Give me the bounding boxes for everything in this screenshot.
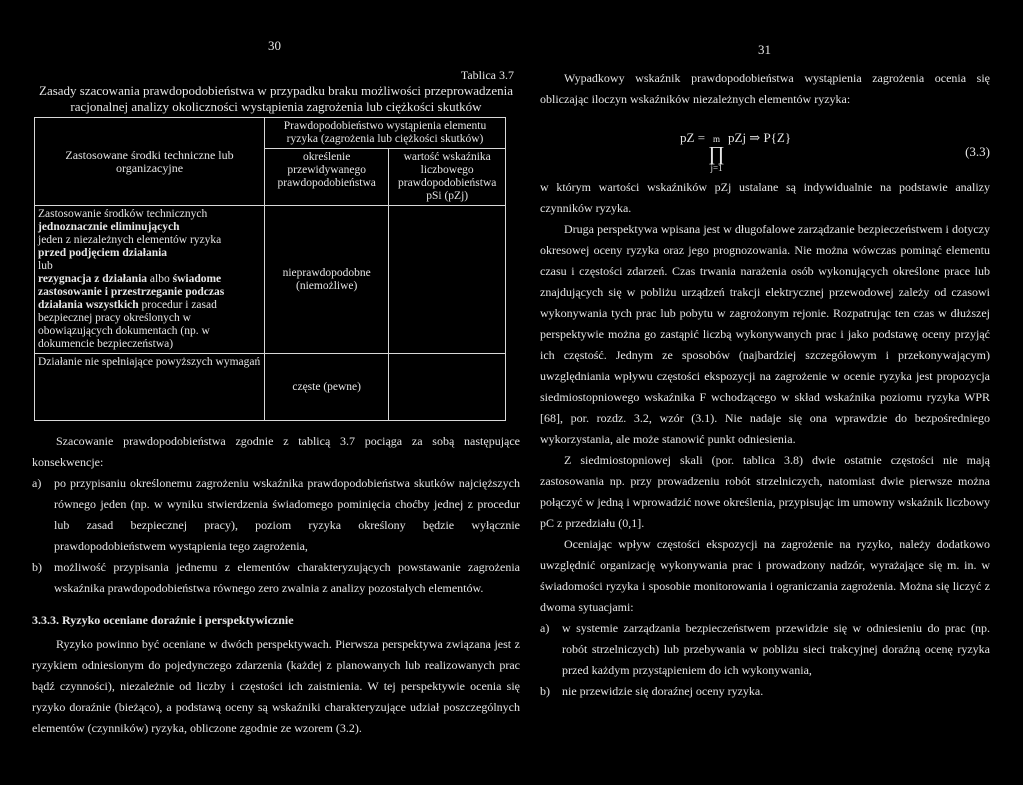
- formula-top: m: [713, 134, 721, 144]
- right-list-marker: a): [540, 621, 550, 635]
- table-header-value: [389, 149, 506, 206]
- page-number-left: 30: [268, 38, 281, 53]
- row1-or: lub: [38, 260, 53, 272]
- left-column: [32, 68, 520, 739]
- right-list-text: nie przewidzie się doraźnej oceny ryzyka.: [562, 684, 764, 698]
- right-list-text: w systemie zarządzania bezpieczeństwem przewidzie się w odniesieniu do prac (np. robót strzelniczych) lub przebywania w pobliżu sieci trakcyjnej doraźną ocenę ryzyka przed każdym przystąpieniem do ich wykonywania,: [562, 621, 990, 677]
- table-row-2-probability: częste (pewne): [265, 354, 389, 421]
- probability-table: [34, 117, 506, 421]
- right-paragraph-1: Druga perspektywa wpisana jest w długofalowe zarządzanie bezpieczeństwem i dotyczy okresowej oceny ryzyka oraz jego prognozowania. Nie można wówczas pominąć elementu czasu i częstości zdarzeń. Czas trwania narażenia osób wykonujących określone prace lub znajdujących się w pobliżu urządzeń trakcji elektrycznej przewodowej zależy od czasowi wykonywania tych prac lub pobytu w zagrożonym rejonie. Rozpatrując ten czas w dłuższej perspektywie można go zastąpić liczbą wykonywanych prac i jako podstawę oceny przyjąć ich częstość. Jednym ze sposobów (najbardziej szczegółowym i przekonywającym) uwzględniania wpływu częstości ekspozycji na zagrożenie w ocenie ryzyka jest propozycja siedmiostopniowego wskaźnika F wchodzącego w skład wskaźnika poziomu ryzyka WPR [68], por. rozdz. 3.2, wzór (3.1). Nie nadaje się ona wprawdzie do bezpośredniego wykorzystania, ale może stanowić punkt odniesienia.: [540, 222, 990, 446]
- left-list-item-b: [32, 557, 520, 599]
- right-paragraph-3: Oceniając wpływ częstości ekspozycji na zagrożenie na ryzyko, należy dodatkowo uwzględnić organizację wykonywania prac i prowadzony nadzór, wyrażające się m. in. w świadomości ryzyka i sposobie monitorowania i ograniczania zagrożenia. Można się liczyć z dwoma sytuacjami:: [540, 537, 990, 614]
- row1-line2: jeden z niezależnych elementów ryzyka: [38, 234, 222, 246]
- table-number: Tablica 3.7: [460, 68, 514, 82]
- table-caption: Zasady szacowania prawdopodobieństwa w przypadku braku możliwości przeprowadzenia racjonalnej analizy okoliczności wystąpienia zagrożenia lub ciężkości skutków: [39, 83, 513, 114]
- row1-line4: procedur i zasad bezpiecznej pracy określonych w obowiązujących dokumentach (np. w dokumencie bezpieczeństwa): [38, 299, 217, 350]
- row1-line3: albo: [149, 273, 170, 285]
- formula-expression: [680, 130, 791, 173]
- section-title: 3.3.3. Ryzyko oceniane doraźnie i perspektywicznie: [32, 613, 294, 627]
- table-header-description: określenie przewidywanego prawdopodobieństwa: [265, 149, 389, 206]
- formula-rhs: pZj ⇒ P{Z}: [728, 130, 792, 145]
- table-header-measures: Zastosowane środki techniczne lub organizacyjne: [35, 118, 265, 206]
- left-list-marker: a): [32, 476, 42, 490]
- table-row-2-measure: Działanie nie spełniające powyższych wymagań: [35, 354, 265, 421]
- formula-bottom: j=1: [710, 163, 723, 173]
- row1-bold1: jednoznacznie eliminujących: [38, 221, 180, 233]
- row1-bold4: świadome zastosowanie i przestrzeganie podczas działania wszystkich: [38, 273, 225, 311]
- table-row-1-probability: nieprawdopodobne (niemożliwe): [265, 206, 389, 354]
- product-symbol: m ∏ j=1: [708, 134, 725, 173]
- right-paragraph-2: Z siedmiostopniowej skali (por. tablica 3.8) dwie ostatnie częstości nie mają zastosowania np. przy prowadzeniu robót strzelniczych, natomiast dwie pierwsze można połączyć w jedną i wprowadzić nowe określenia, przypisując im umowny wskaźnik liczbowy pC z przedziału (0,1].: [540, 453, 990, 530]
- right-column: [540, 68, 990, 702]
- formula-3-3: [540, 130, 990, 173]
- right-intro-paragraph: Wypadkowy wskaźnik prawdopodobieństwa wystąpienia zagrożenia ocenia się obliczając iloczyn wskaźników niezależnych elementów ryzyka:: [540, 71, 990, 106]
- row1-bold3: rezygnacja z działania: [38, 273, 148, 285]
- table-row-1-value: [389, 206, 506, 354]
- section-paragraph: Ryzyko powinno być oceniane w dwóch perspektywach. Pierwsza perspektywa związana jest z ryzykiem odniesionym do pojedynczego zdarzenia (każdej z planowanych lub realizowanych prac bądź czynności), niezależnie od liczby i częstości ich zaistnienia. W tej perspektywie ocenia się ryzyko doraźnie (bieżąco), a podstawą oceny są wskaźniki charakteryzujące udział poszczególnych elementów (czynników) ryzyka, obliczone zgodnie ze wzorem (3.2).: [32, 637, 520, 735]
- left-list-item-a: [32, 473, 520, 557]
- left-list-marker: b): [32, 560, 42, 574]
- formula-lhs: pZ =: [680, 130, 706, 145]
- page-number-right: 31: [758, 42, 771, 57]
- left-intro-paragraph: Szacowanie prawdopodobieństwa zgodnie z tablicą 3.7 pociąga za sobą następujące konsekwencje:: [32, 434, 520, 469]
- right-list-item-a: [540, 618, 990, 681]
- table-header-probability: Prawdopodobieństwo wystąpienia elementu ryzyka (zagrożenia lub ciężkości skutków): [265, 118, 506, 149]
- table-row-1-measure: [35, 206, 265, 354]
- right-list-item-b: [540, 681, 990, 702]
- left-list-text: po przypisaniu określonemu zagrożeniu wskaźnika prawdopodobieństwa skutków najcięższych równego jeden (np. w wyniku stwierdzenia świadomego pominięcia choćby jednej z procedur lub zasad bezpiecznej pracy), poziom ryzyka określony będzie wyłącznie prawdopodobieństwem wystąpienia tego zagrożenia,: [54, 476, 520, 553]
- left-list-text: możliwość przypisania jednemu z elementów charakteryzujących powstawanie zagrożenia wskaźnika prawdopodobieństwa równego zero zwalnia z analizy pozostałych elementów.: [54, 560, 520, 595]
- row1-bold2: przed podjęciem działania: [38, 247, 168, 259]
- after-formula-text: w którym wartości wskaźników pZj ustalane są indywidualnie na podstawie analizy czynników ryzyka.: [540, 180, 990, 215]
- row1-line1: Zastosowanie środków technicznych: [38, 208, 208, 220]
- right-list-marker: b): [540, 684, 550, 698]
- formula-number: (3.3): [965, 143, 990, 159]
- table-row-2-value: [389, 354, 506, 421]
- table-header-value-label: wartość wskaźnika liczbowego prawdopodobieństwa: [397, 151, 497, 189]
- table-header-value-symbol: pSi (pZj): [426, 190, 469, 202]
